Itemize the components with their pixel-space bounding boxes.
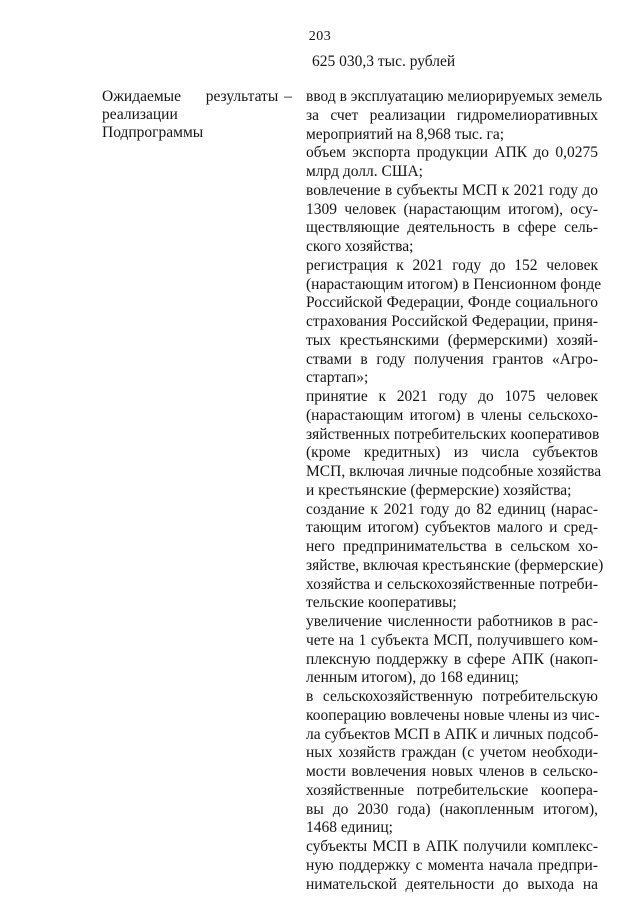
content-line: ла субъектов МСП в АПК и личных подсоб- [306,725,599,743]
content-line: принятие к 2021 году до 1075 человек [306,388,598,405]
content-line: чете на 1 субъекта МСП, получившего ком- [306,631,598,649]
content-line: ществляющие деятельность в сфере сель- [306,219,598,237]
section-label-word-expected: Ожидаемые [102,88,181,105]
content-line: зяйственных потребительских кооперативов [306,425,600,443]
funding-amount: 625 030,3 тыс. рублей [312,53,456,70]
content-line: тающим итогом) субъектов малого и сред- [306,519,598,537]
content-line: зяйстве, включая крестьянские (фермерские) [306,556,604,574]
content-line: него предпринимательства в сельском хо- [306,538,598,555]
content-line: регистрация к 2021 году до 152 человек [306,256,598,274]
content-line: (нарастающим итогом) в Пенсионном фонде [306,275,602,293]
content-line: ского хозяйства; [306,238,414,255]
content-line: Российской Федерации, Фонде социального [306,294,598,312]
content-line: плексную поддержку в сфере АПК (накоп- [306,650,598,668]
content-line: млрд долл. США; [306,163,423,180]
content-line: создание к 2021 году до 82 единиц (нарас- [306,500,598,518]
content-line: МСП, включая личные подсобные хозяйства [306,463,602,480]
content-line: ленным итогом), до 168 единиц; [306,669,519,687]
section-label-results-text: результаты [205,88,279,105]
section-label-word-results [206,88,292,106]
content-line: увеличение численности работников в рас- [306,613,598,630]
section-label-line-1 [102,88,292,106]
content-line: ную поддержку с момента начала предпри- [306,856,598,874]
content-line: мости вовлечения новых членов в сельско- [306,763,598,780]
page-number: 203 [308,29,332,44]
section-label-dash: – [284,88,292,105]
content-line: объем экспорта продукции АПК до 0,0275 [306,144,598,162]
content-line: кооперацию вовлечены новые члены из чис- [306,706,600,724]
content-line: нимательской деятельности до выхода на [306,875,598,893]
content-line: за счет реализации гидромелиоративных [306,106,598,124]
content-line: страхования Российской Федерации, приня- [306,313,598,330]
content-line: 1468 единиц; [306,819,393,837]
content-line: мероприятий на 8,968 тыс. га; [306,125,505,143]
content-line: (кроме кредитных) из числа субъектов [306,444,598,462]
content-line: хозяйства и сельскохозяйственные потреби- [306,575,598,593]
section-label-line-3: Подпрограммы [102,124,204,142]
content-line: (нарастающим итогом) в члены сельскохо- [306,406,598,424]
content-line: хозяйственные потребительские коопера- [306,781,598,799]
content-line: тых крестьянскими (фермерскими) хозяй- [306,331,598,349]
content-line: ввод в эксплуатацию мелиорируемых земель [306,88,603,105]
content-line: субъекты МСП в АПК получили комплекс- [306,838,598,855]
content-line: вы до 2030 года) (накопленным итогом), [306,800,598,818]
content-line: ствами в году получения грантов «Агро- [306,350,598,368]
content-line: стартап»; [306,369,369,387]
content-line: и крестьянские (фермерские) хозяйства; [306,481,572,499]
content-line: вовлечение в субъекты МСП к 2021 году до [306,181,598,199]
section-label-line-2: реализации [102,106,178,124]
content-line: ных хозяйств граждан (с учетом необходи- [306,744,598,762]
content-line: в сельскохозяйственную потребительскую [306,688,598,705]
section-label [102,88,292,143]
content-line: тельские кооперативы; [306,594,457,612]
expected-results-text [306,88,604,894]
content-line: 1309 человек (нарастающим итогом), осу- [306,200,598,218]
